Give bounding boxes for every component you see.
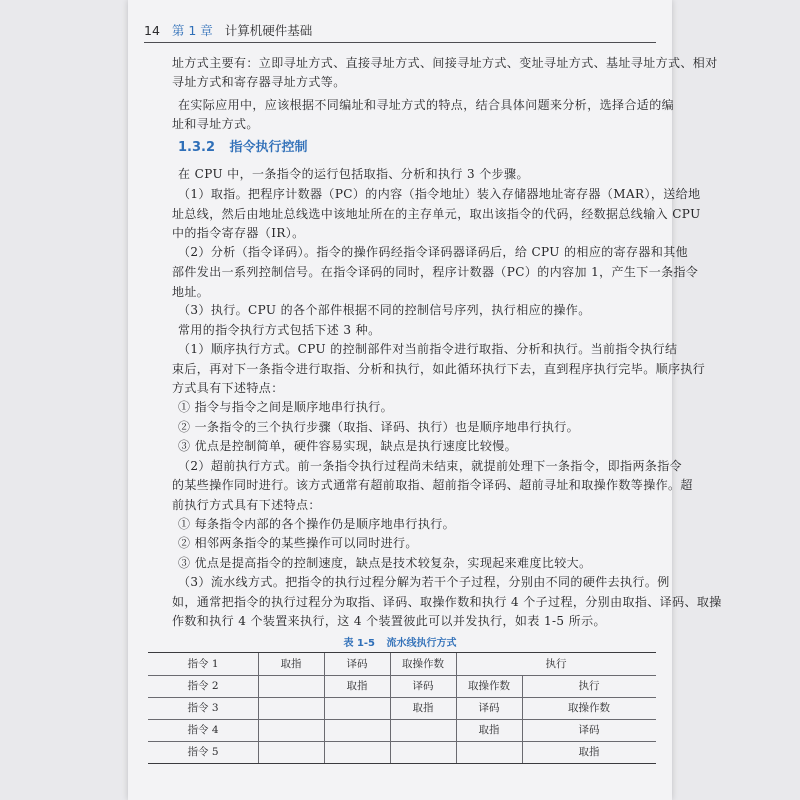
page-number: 14 [144, 23, 160, 38]
text-line: （3）流水线方式。把指令的执行过程分解为若干个子过程，分别由不同的硬件去执行。例 [178, 575, 670, 589]
table-row-label: 指令 2 [187, 680, 219, 692]
table-cell: 译码 [578, 724, 600, 736]
table-cell: 译码 [346, 658, 368, 670]
section-heading [178, 136, 308, 155]
table-row-label: 指令 5 [187, 746, 219, 758]
text-line: ③ 优点是控制简单，硬件容易实现，缺点是执行速度比较慢。 [178, 439, 518, 453]
table-cell: 取指 [578, 746, 600, 758]
table-cell: 取指 [280, 658, 302, 670]
table-row-label: 指令 4 [187, 724, 219, 736]
table-col-rule [324, 719, 325, 741]
text-line: 束后，再对下一条指令进行取指、分析和执行，如此循环执行下去，直到程序执行完毕。顺序执行 [172, 362, 706, 376]
table-col-rule [258, 697, 259, 719]
section-number: 1.3.2 [178, 140, 216, 155]
text-line: ② 一条指令的三个执行步骤（取指、译码、执行）也是顺序地串行执行。 [178, 420, 580, 434]
text-line: 常用的指令执行方式包括下述 3 种。 [178, 323, 381, 337]
text-line: （1）取指。把程序计数器（PC）的内容（指令地址）装入存储器地址寄存器（MAR），送给地 [178, 187, 701, 201]
text-line: 在实际应用中，应该根据不同编址和寻址方式的特点，结合具体问题来分析，选择合适的编 [178, 98, 675, 112]
text-line: （2）超前执行方式。前一条指令执行过程尚未结束，就提前处理下一条指令，即指两条指令 [178, 459, 683, 473]
table-cell: 取操作数 [402, 658, 444, 670]
table-col-rule [390, 741, 391, 763]
table-cell: 译码 [412, 680, 434, 692]
text-line: 前执行方式具有下述特点： [172, 498, 321, 512]
page-header [144, 20, 656, 43]
table-caption [288, 634, 512, 649]
table-title: 流水线执行方式 [386, 638, 457, 649]
text-line: 址方式主要有：立即寻址方式、直接寻址方式、间接寻址方式、变址寻址方式、基址寻址方式、相对 [172, 56, 718, 70]
table-row-label: 指令 3 [187, 702, 219, 714]
section-title: 指令执行控制 [229, 140, 308, 155]
table-col-rule [390, 719, 391, 741]
text-line: 在 CPU 中，一条指令的运行包括取指、分析和执行 3 个步骤。 [178, 167, 529, 181]
pipeline-table [148, 652, 656, 764]
table-row-label: 指令 1 [187, 658, 219, 670]
text-line: ① 指令与指令之间是顺序地串行执行。 [178, 400, 394, 414]
table-cell: 执行 [545, 658, 567, 670]
text-line: （2）分析（指令译码）。指令的操作码经指令译码器译码后，给 CPU 的相应的寄存器和其他 [178, 245, 689, 259]
text-line: ② 相邻两条指令的某些操作可以同时进行。 [178, 536, 418, 550]
table-cell: 取指 [346, 680, 368, 692]
table-col-rule [456, 741, 457, 763]
text-line: ③ 优点是提高指令的控制速度，缺点是技术较复杂，实现起来难度比较大。 [178, 556, 592, 570]
text-line: 方式具有下述特点： [172, 381, 284, 395]
table-number: 表 1-5 [343, 638, 376, 649]
table-cell: 取操作数 [568, 702, 610, 714]
text-line: 的某些操作同时进行。该方式通常有超前取指、超前指令译码、超前寻址和取操作数等操作。超 [172, 478, 693, 492]
table-col-rule [258, 719, 259, 741]
table-cell: 取指 [478, 724, 500, 736]
text-line: 部件发出一系列控制信号。在指令译码的同时，程序计数器（PC）的内容加 1，产生下一条指令 [172, 265, 699, 279]
table-cell: 取指 [412, 702, 434, 714]
table-cell: 译码 [478, 702, 500, 714]
chapter-title: 计算机硬件基础 [224, 23, 313, 38]
text-line: （3）执行。CPU 的各个部件根据不同的控制信号序列，执行相应的操作。 [178, 303, 591, 317]
chapter-number: 第 1 章 [171, 23, 213, 38]
table-cell: 执行 [578, 680, 600, 692]
table-cell: 取操作数 [468, 680, 510, 692]
table-col-rule [456, 719, 457, 741]
table-col-rule [258, 741, 259, 763]
text-line: 如，通常把指令的执行过程分为取指、译码、取操作数和执行 4 个子过程，分别由取指、译码、取操 [172, 595, 722, 609]
text-line: 址总线，然后由地址总线选中该地址所在的主存单元，取出该指令的代码，经数据总线输入 CPU [172, 207, 701, 221]
table-col-rule [258, 675, 259, 697]
table-col-rule [390, 697, 391, 719]
text-line: （1）顺序执行方式。CPU 的控制部件对当前指令进行取指、分析和执行。当前指令执行结 [178, 342, 678, 356]
table-col-rule [324, 697, 325, 719]
text-line: 中的指令寄存器（IR）。 [172, 226, 305, 240]
table-col-rule [324, 741, 325, 763]
table-col-rule [522, 741, 523, 763]
text-line: 地址。 [172, 285, 210, 299]
book-page [128, 0, 722, 800]
text-line: 寻址方式和寄存器寻址方式等。 [172, 75, 346, 89]
text-line: ① 每条指令内部的各个操作仍是顺序地串行执行。 [178, 517, 456, 531]
text-line: 址和寻址方式。 [172, 117, 259, 131]
table-col-rule [324, 675, 325, 697]
text-line: 作数和执行 4 个装置来执行，这 4 个装置彼此可以并发执行，如表 1-5 所示。 [172, 614, 606, 628]
